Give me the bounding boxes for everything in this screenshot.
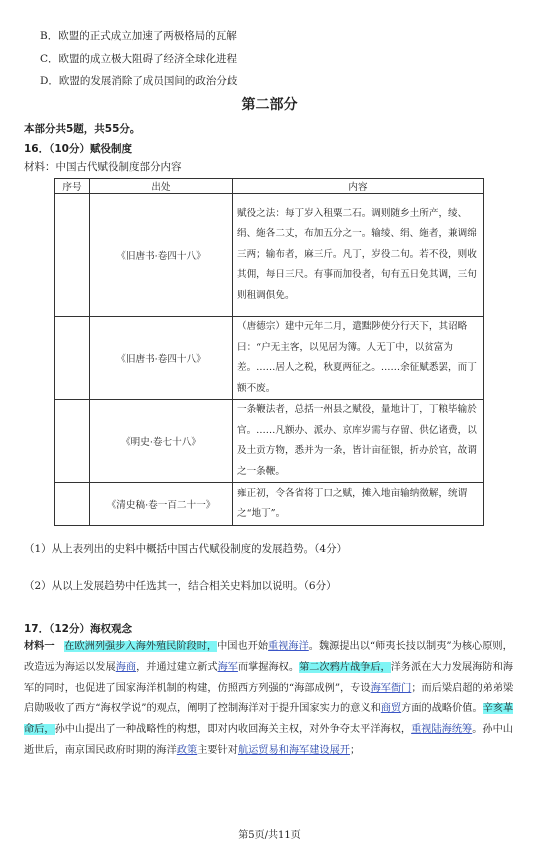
option-d: D．欧盟的发展消除了成员国间的政治分歧 (40, 75, 238, 87)
row-no (55, 194, 90, 317)
text: 。魏源提出以“师夷长技以制夷”为核心原则，改造远为海运以发展 (24, 641, 513, 673)
text: 洋务派在大力发展海防和海军的同时，也促进了国家海洋机制的构建，仿照西方列强的“海部成例”，专设 (24, 661, 513, 694)
text: 。孙中山逝世后，南京国民政府时期的海洋 (24, 724, 513, 756)
text: ，并通过建立新式 (136, 661, 218, 673)
table-row (55, 400, 484, 483)
underlined-phrase: 海商 (115, 661, 137, 673)
row-content: （唐德宗）建中元年二月，遣黜陟使分行天下，其诏略曰：“户无主客，以见居为簿。人无丁中，以贫富为差。……居人之税，秋夏两征之。……余征赋悉罢，而丁额不废。 (233, 317, 484, 400)
text: 而掌握海权。 (237, 661, 300, 673)
row-content: 赋役之法：每丁岁入租粟二石。调则随乡土所产，绫、绢、絁各二丈，布加五分之一。输绫、绢、絁者，兼调绵三两；输布者，麻三斤。凡丁，岁役二旬。若不役，则收其佣，每日三尺。有事而加役者，旬有五日免其调，三旬则租调俱免。 (233, 194, 484, 317)
table-row (55, 194, 484, 317)
highlight-phrase: 辛亥革命后， (24, 703, 514, 736)
row-source: 《明史·卷七十八》 (90, 400, 233, 483)
table-header-row (55, 179, 484, 194)
underlined-phrase: 政策 (176, 744, 198, 756)
section-note: 本部分共5题，共55分。 (24, 123, 141, 135)
highlight-phrase: 在欧洲列强步入海外殖民阶段时， (64, 641, 218, 652)
option-b: B．欧盟的正式成立加速了两极格局的瓦解 (40, 30, 237, 42)
text: 中国也开始 (217, 641, 269, 652)
q17-material-paragraph (24, 637, 520, 762)
underlined-phrase: 海军 (217, 661, 238, 673)
option-c: C．欧盟的成立极大阻碍了经济全球化进程 (40, 53, 238, 65)
table-row (55, 317, 484, 400)
underlined-phrase: 重视海洋 (268, 641, 309, 652)
text: 孙中山提出了一种战略性的构想，即对内收回海关主权，对外争夺太平洋海权， (54, 724, 412, 736)
header-no: 序号 (55, 179, 90, 194)
q17-material-label: 材料一 (24, 641, 55, 652)
page-footer: 第5页/共11页 (238, 830, 301, 841)
highlight-phrase: 第二次鸦片战争后， (299, 661, 391, 673)
row-source: 《旧唐书·卷四十八》 (90, 194, 233, 317)
header-content: 内容 (233, 179, 484, 194)
text: ； (350, 744, 361, 756)
row-no (55, 317, 90, 400)
underlined-phrase: 航运贸易和海军建设展开 (237, 744, 350, 756)
q16-sub1: （1）从上表列出的史料中概括中国古代赋役制度的发展趋势。（4分） (24, 543, 348, 555)
q17-title: 17．（12分）海权观念 (24, 623, 132, 635)
q16-title: 16．（10分）赋役制度 (24, 143, 132, 155)
text: 方面的战略价值。 (401, 703, 483, 715)
tax-system-table (54, 178, 484, 526)
row-source: 《清史稿·卷一百二十一》 (90, 483, 233, 526)
row-content: 雍正初，令各省将丁口之赋，摊入地亩输纳徵解，统谓之“地丁”。 (233, 483, 484, 526)
q16-sub2: （2）从以上发展趋势中任选其一，结合相关史料加以说明。（6分） (24, 580, 337, 592)
table-row (55, 483, 484, 526)
q16-material-label: 材料：中国古代赋役制度部分内容 (24, 161, 182, 173)
row-no (55, 400, 90, 483)
header-source: 出处 (90, 179, 233, 194)
underlined-phrase: 商贸 (380, 703, 402, 715)
text: ；而后梁启超的弟弟梁启勋吸收了西方“海权学说”的观点，阐明了控制海洋对于提升国家实力的意义和 (24, 682, 514, 715)
underlined-phrase: 重视陆海统筹 (411, 724, 473, 736)
text: 主要针对 (197, 744, 238, 756)
underlined-phrase: 海军衙门 (370, 682, 412, 694)
section-title: 第二部分 (241, 97, 298, 113)
row-content: 一条鞭法者，总括一州县之赋役，量地计丁，丁粮毕输於官。……凡额办、派办、京库岁需与存留、供亿诸费，以及土贡方物，悉并为一条，皆计亩征银，折办於官，故谓之一条鞭。 (233, 400, 484, 483)
row-source: 《旧唐书·卷四十八》 (90, 317, 233, 400)
row-no (55, 483, 90, 526)
